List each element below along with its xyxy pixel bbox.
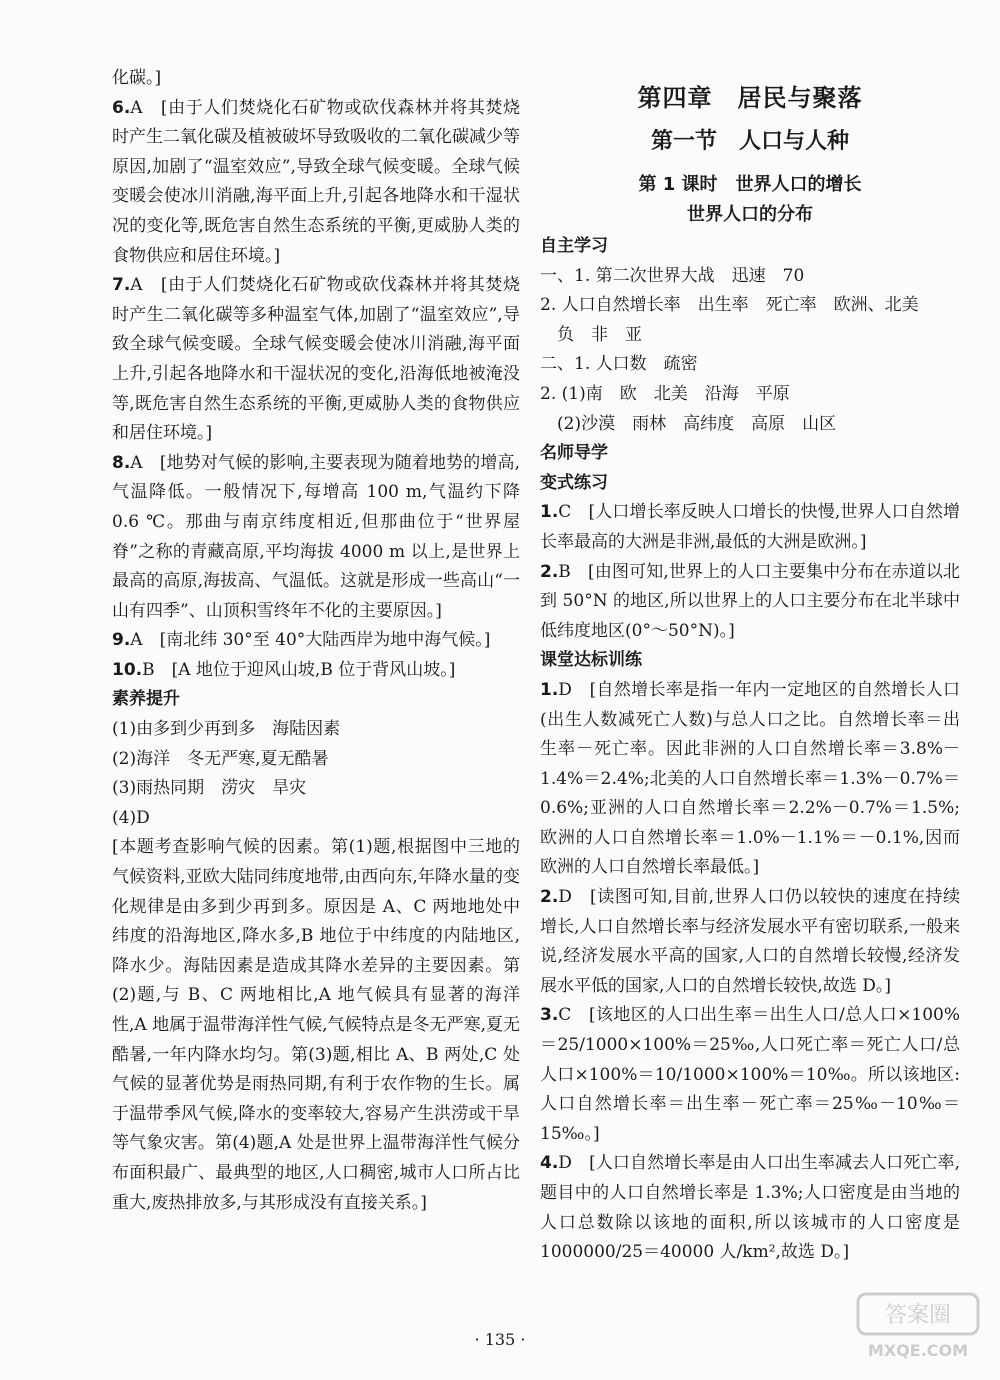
answer-item-10 xyxy=(112,656,520,686)
zizhu-line-3: 负 非 亚 xyxy=(540,324,642,345)
item-number: 3. xyxy=(540,1005,559,1026)
lesson-title-line-1: 第 1 课时 世界人口的增长 xyxy=(638,174,862,195)
item-text: D [读图可知,目前,世界人口仍以较快的速度在持续增长,人口自然增长率与经济发展水平有密切联系,一般来说,经济发展水平高的国家,人口的自然增长较慢,经济发展水平低的国家,人口的自然增长较快,故选 D。] xyxy=(540,887,960,996)
item-text: B [由图可知,世界上的人口主要集中分布在赤道以北到 50°N 的地区,所以世界上的人口主要分布在北半球中低纬度地区(0°～50°N)。] xyxy=(540,561,960,641)
item-text: B [A 地位于迎风山坡,B 位于背风山坡。] xyxy=(142,659,456,680)
zizhu-line-6: (2)沙漠 雨林 高纬度 高原 山区 xyxy=(540,413,837,434)
ketang-item-3 xyxy=(540,1001,960,1149)
watermark-logo-text: 答案圈 xyxy=(884,1303,952,1328)
item-number: 7. xyxy=(112,275,131,296)
zizhu-line-2: 2. 人口自然增长率 出生率 死亡率 欧洲、北美 xyxy=(540,295,919,316)
watermark-url: MXQE.COM xyxy=(867,1341,969,1360)
watermark-logo xyxy=(854,1290,982,1362)
chapter-title: 第四章 居民与聚落 xyxy=(637,84,863,112)
item-number: 8. xyxy=(112,452,131,473)
page-number: · 135 · xyxy=(474,1330,526,1349)
zizhu-line-4: 二、1. 人口数 疏密 xyxy=(540,354,698,375)
answer-item-6 xyxy=(112,94,520,272)
explanation-paragraph: [本题考查影响气候的因素。第(1)题,根据图中三地的气候资料,亚欧大陆同纬度地带,由西向东,年降水量的变化规律是由多到少再到多。原因是 A、C 两地地处中纬度的沿海地区,降水多,B 地位于中纬度的内陆地区,降水少。海陆因素是造成其降水差异的主要因素。第(2)题,与 B、C 两地相比,A 地气候具有显著的海洋性,A 地属于温带海洋性气候,气候特点是冬无严寒,夏无酷暑,一年内降水均匀。第(3)题,相比 A、B 两处,C 处气候的显著优势是雨热同期,有利于农作物的生长。属于温带季风气候,降水的变率较大,容易产生洪涝或干旱等气象灾害。第(4)题,A 处是世界上温带海洋性气候分布面积最广、最典型的地区,人口稠密,城市人口所占比重大,废热排放多,与其形成没有直接关系。] xyxy=(112,837,520,1213)
zizhu-line-1: 一、1. 第二次世界大战 迅速 70 xyxy=(540,265,805,286)
answer-line-2: (2)海洋 冬无严寒,夏无酷暑 xyxy=(112,748,329,769)
left-column xyxy=(112,64,520,1218)
lesson-title-line-2: 世界人口的分布 xyxy=(687,204,813,225)
item-number: 9. xyxy=(112,630,131,651)
ketang-item-4 xyxy=(540,1149,960,1267)
zizhu-line-5: 2. (1)南 欧 北美 沿海 平原 xyxy=(540,383,790,404)
right-column xyxy=(540,76,960,1268)
item-text: A [南北纬 30°至 40°大陆西岸为地中海气候。] xyxy=(130,630,491,651)
item-text: C [该地区的人口出生率＝出生人口/总人口×100%＝25/1000×100%＝25‰,人口死亡率＝死亡人口/总人口×100%＝10/1000×100%＝10‰。所以该地区:人口自然增长率＝出生率－死亡率＝25‰－10‰＝15‰。] xyxy=(540,1005,960,1144)
section-heading-suyang: 素养提升 xyxy=(112,689,180,710)
item-number: 6. xyxy=(112,97,131,118)
answer-line-4: (4)D xyxy=(112,807,150,828)
item-number: 2. xyxy=(540,887,559,908)
item-text: D [人口自然增长率是由人口出生率减去人口死亡率,题目中的人口自然增长率是 1.3%;人口密度是由当地的人口总数除以该地的面积,所以该城市的人口密度是 1000000/25＝40000 人/km²,故选 D。] xyxy=(540,1153,960,1263)
bianshi-item-2 xyxy=(540,558,960,647)
answer-item-7 xyxy=(112,271,520,449)
answer-item-9 xyxy=(112,626,520,656)
section-title: 第一节 人口与人种 xyxy=(650,129,849,154)
item-text: A [由于人们焚烧化石矿物或砍伐森林并将其焚烧时产生二氧化碳等多种温室气体,加剧了“温室效应”,导致全球气候变暖。全球气候变暖会使冰川消融,海平面上升,引起各地降水和干湿状况的变化,沿海低地被淹没等,既危害自然生态系统的平衡,更威胁人类的食物供应和居住环境。] xyxy=(112,275,520,444)
answer-item-5-end xyxy=(112,64,520,94)
answer-line-1: (1)由多到少再到多 海陆因素 xyxy=(112,719,341,740)
answer-line-3: (3)雨热同期 涝灾 旱灾 xyxy=(112,778,307,799)
answer-item-8 xyxy=(112,449,520,627)
ketang-item-2 xyxy=(540,883,960,1001)
item-text: 化碳。] xyxy=(112,68,162,88)
ketang-item-1 xyxy=(540,676,960,883)
heading-ketang: 课堂达标训练 xyxy=(540,650,642,671)
heading-bianshi: 变式练习 xyxy=(540,472,608,493)
bianshi-item-1 xyxy=(540,498,960,557)
watermark-icon xyxy=(854,1290,982,1362)
item-text: D [自然增长率是指一年内一定地区的自然增长人口(出生人数减死亡人数)与总人口之比。自然增长率＝出生率－死亡率。因此非洲的人口自然增长率＝3.8%－1.4%＝2.4%;北美的人口自然增长率＝1.3%－0.7%＝0.6%;亚洲的人口自然增长率＝2.2%－0.7%＝1.5%;欧洲的人口自然增长率＝1.0%－1.1%＝－0.1%,因而欧洲的人口自然增长率最低。] xyxy=(540,679,960,878)
item-number: 2. xyxy=(540,561,559,582)
item-text: A [由于人们焚烧化石矿物或砍伐森林并将其焚烧时产生二氧化碳及植被破坏导致吸收的二氧化碳减少等原因,加剧了“温室效应”,导致全球气候变暖。全球气候变暖会使冰川消融,海平面上升,引起各地降水和干湿状况的变化等,既危害自然生态系统的平衡,更威胁人类的食物供应和居住环境。] xyxy=(112,97,520,266)
item-number: 4. xyxy=(540,1153,559,1174)
heading-mingshi: 名师导学 xyxy=(540,443,608,464)
item-text: A [地势对气候的影响,主要表现为随着地势的增高,气温降低。一般情况下,每增高 100 m,气温约下降 0.6 ℃。那曲与南京纬度相近,但那曲位于“世界屋脊”之称的青藏高原,平均海拔 4000 m 以上,是世界上最高的高原,海拔高、气温低。这就是形成一些高山“一山有四季”、山顶积雪终年不化的主要原因。] xyxy=(112,452,520,621)
item-number: 1. xyxy=(540,502,559,523)
item-text: C [人口增长率反映人口增长的快慢,世界人口自然增长率最高的大洲是非洲,最低的大洲是欧洲。] xyxy=(540,502,960,552)
item-number: 10. xyxy=(112,659,143,680)
item-number: 1. xyxy=(540,679,559,700)
heading-zizhu: 自主学习 xyxy=(540,236,608,256)
